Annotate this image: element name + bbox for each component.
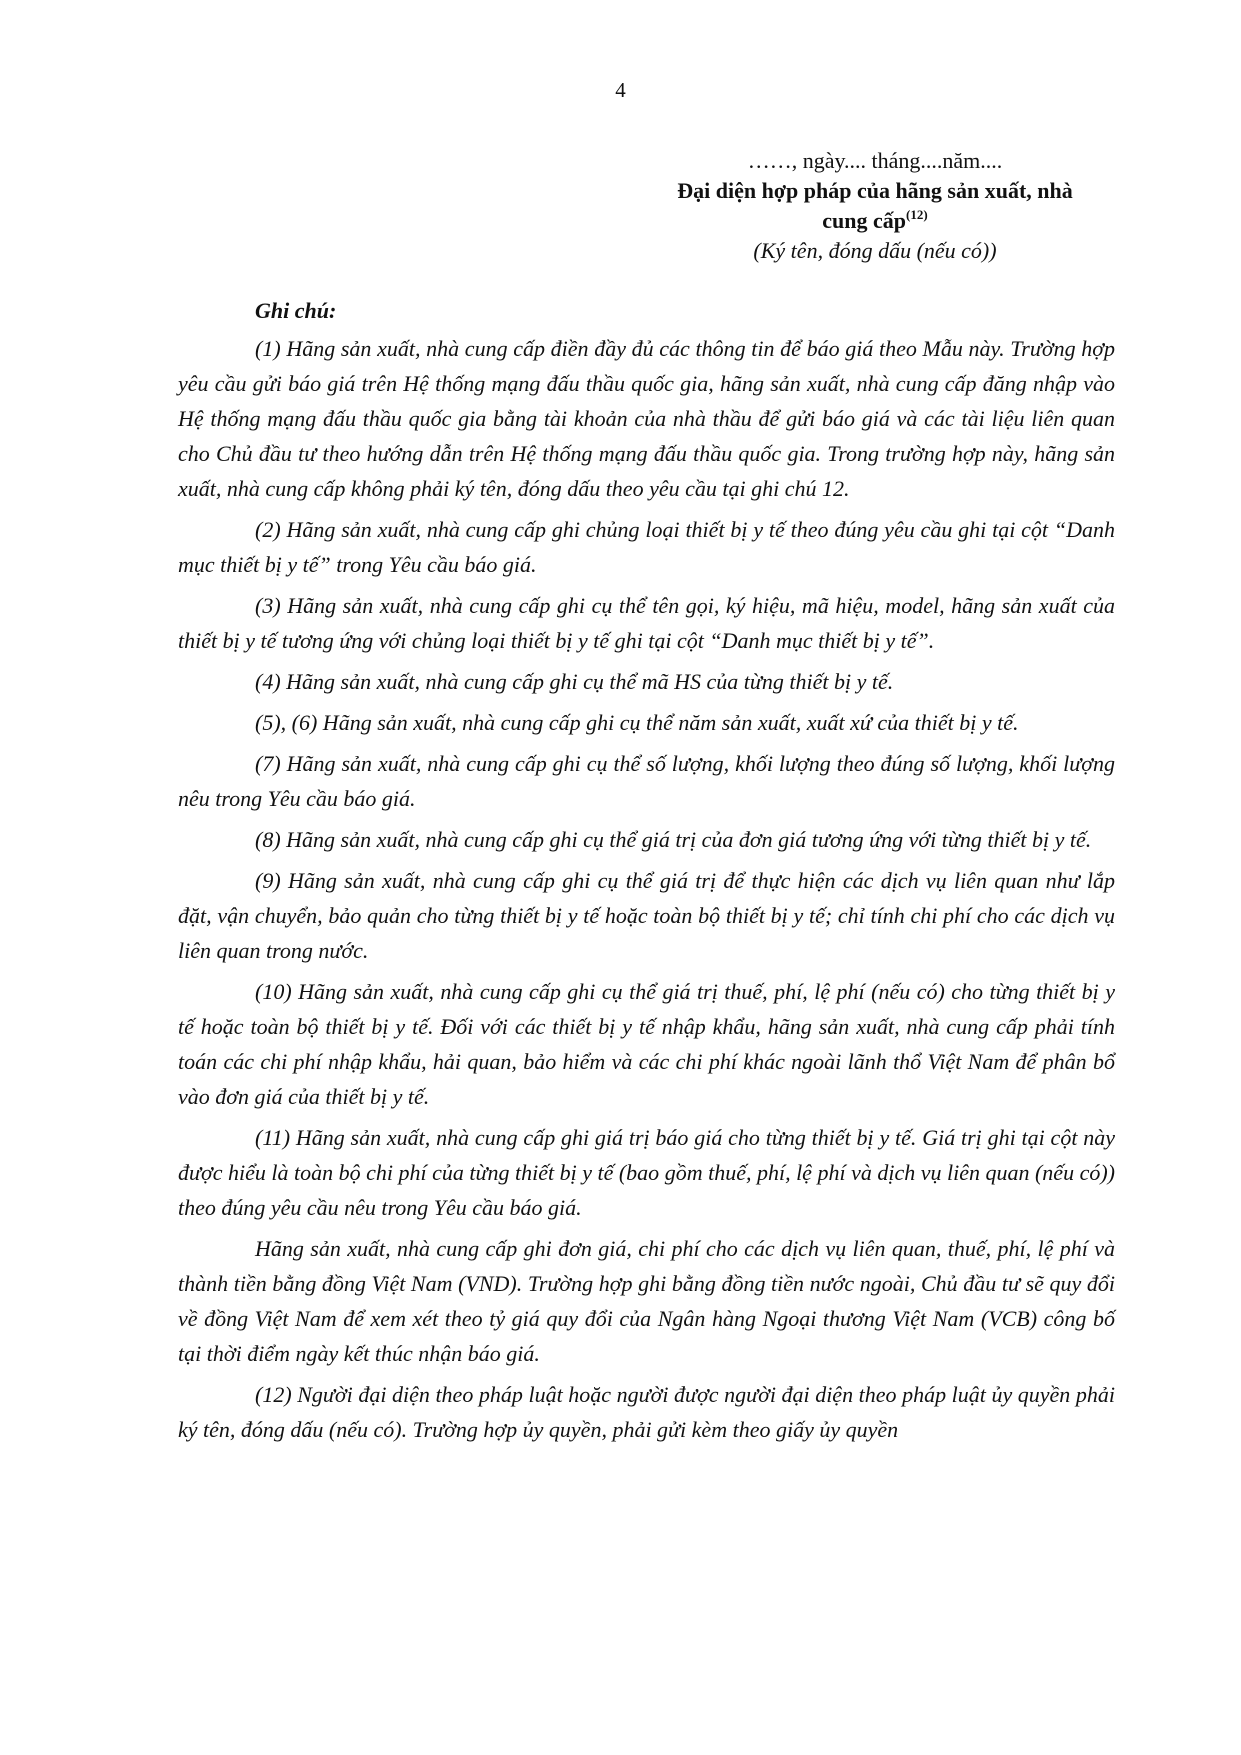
notes-section <box>178 293 1115 1453</box>
page-number: 4 <box>615 78 626 102</box>
signature-title-line2: cung cấp <box>822 208 907 233</box>
note-11: (11) Hãng sản xuất, nhà cung cấp ghi giá trị báo giá cho từng thiết bị y tế. Giá trị ghi tại cột này được hiểu là toàn bộ chi phí của từng thiết bị y tế (bao gồm thuế, phí, lệ phí và dịch vụ liên quan (nếu có)) theo đúng yêu cầu nêu trong Yêu cầu báo giá. <box>178 1125 1115 1220</box>
note-1: (1) Hãng sản xuất, nhà cung cấp điền đầy đủ các thông tin để báo giá theo Mẫu này. Trường hợp yêu cầu gửi báo giá trên Hệ thống mạng đấu thầu quốc gia, hãng sản xuất, nhà cung cấp đăng nhập vào Hệ thống mạng đấu thầu quốc gia bằng tài khoản của nhà thầu để gửi báo giá và các tài liệu liên quan cho Chủ đầu tư theo hướng dẫn trên Hệ thống mạng đấu thầu quốc gia. Trong trường hợp này, hãng sản xuất, nhà cung cấp không phải ký tên, đóng dấu theo yêu cầu tại ghi chú 12. <box>178 336 1115 501</box>
note-5-6: (5), (6) Hãng sản xuất, nhà cung cấp ghi cụ thể năm sản xuất, xuất xứ của thiết bị y tế. <box>255 710 1019 735</box>
note-8: (8) Hãng sản xuất, nhà cung cấp ghi cụ thể giá trị của đơn giá tương ứng với từng thiết bị y tế. <box>255 827 1092 852</box>
signature-footnote-ref: (12) <box>906 207 928 222</box>
note-4: (4) Hãng sản xuất, nhà cung cấp ghi cụ thể mã HS của từng thiết bị y tế. <box>255 669 894 694</box>
note-10: (10) Hãng sản xuất, nhà cung cấp ghi cụ thể giá trị thuế, phí, lệ phí (nếu có) cho từng thiết bị y tế hoặc toàn bộ thiết bị y tế. Đối với các thiết bị y tế nhập khẩu, hãng sản xuất, nhà cung cấp phải tính toán các chi phí nhập khẩu, hải quan, bảo hiểm và các chi phí khác ngoài lãnh thổ Việt Nam để phân bổ vào đơn giá của thiết bị y tế. <box>178 979 1115 1109</box>
signature-block <box>640 146 1110 266</box>
note-3: (3) Hãng sản xuất, nhà cung cấp ghi cụ thể tên gọi, ký hiệu, mã hiệu, model, hãng sản xuất của thiết bị y tế tương ứng với chủng loại thiết bị y tế ghi tại cột “Danh mục thiết bị y tế”. <box>178 593 1115 653</box>
signature-title-line1: Đại diện hợp pháp của hãng sản xuất, nhà <box>677 178 1073 203</box>
note-12: (12) Người đại diện theo pháp luật hoặc người được người đại diện theo pháp luật ủy quyền phải ký tên, đóng dấu (nếu có). Trường hợp ủy quyền, phải gửi kèm theo giấy ủy quyền <box>178 1382 1115 1442</box>
signature-title <box>640 176 1110 236</box>
notes-heading: Ghi chú: <box>255 298 337 323</box>
note-9: (9) Hãng sản xuất, nhà cung cấp ghi cụ thể giá trị để thực hiện các dịch vụ liên quan như lắp đặt, vận chuyển, bảo quản cho từng thiết bị y tế hoặc toàn bộ thiết bị y tế; chỉ tính chi phí cho các dịch vụ liên quan trong nước. <box>178 868 1115 963</box>
note-2: (2) Hãng sản xuất, nhà cung cấp ghi chủng loại thiết bị y tế theo đúng yêu cầu ghi tại cột “Danh mục thiết bị y tế” trong Yêu cầu báo giá. <box>178 517 1115 577</box>
signature-instruction: (Ký tên, đóng dấu (nếu có)) <box>753 238 997 263</box>
signature-date-line: ……, ngày.... tháng....năm.... <box>747 148 1003 173</box>
note-7: (7) Hãng sản xuất, nhà cung cấp ghi cụ thể số lượng, khối lượng theo đúng số lượng, khối lượng nêu trong Yêu cầu báo giá. <box>178 751 1115 811</box>
note-11-currency: Hãng sản xuất, nhà cung cấp ghi đơn giá, chi phí cho các dịch vụ liên quan, thuế, phí, lệ phí và thành tiền bằng đồng Việt Nam (VND). Trường hợp ghi bằng đồng tiền nước ngoài, Chủ đầu tư sẽ quy đổi về đồng Việt Nam để xem xét theo tỷ giá quy đổi của Ngân hàng Ngoại thương Việt Nam (VCB) công bố tại thời điểm ngày kết thúc nhận báo giá. <box>178 1236 1115 1366</box>
